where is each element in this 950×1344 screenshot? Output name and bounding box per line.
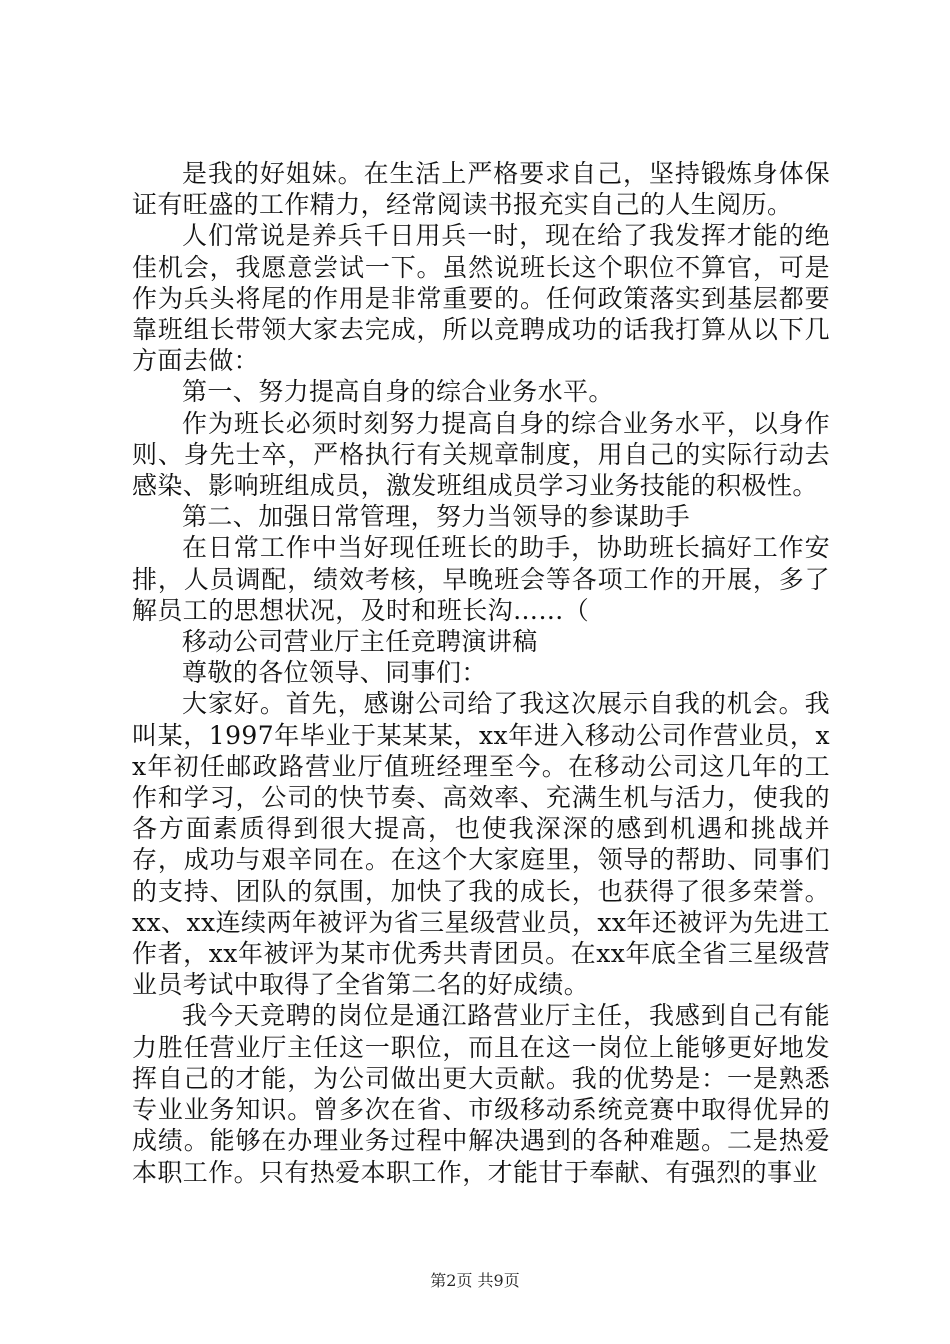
paragraph-second-detail: 在日常工作中当好现任班长的助手，协助班长搞好工作安排，人员调配，绩效考核，早晚班会等各项工作的开展，多了解员工的思想状况，及时和班长沟……（: [132, 533, 830, 625]
paragraph-position-advantages: 我今天竞聘的岗位是通江路营业厅主任，我感到自己有能力胜任营业厅主任这一职位，而且在这一岗位上能够更好地发挥自己的才能，为公司做出更大贡献。我的优势是：一是熟悉专业业务知识。曾多次在省、市级移动系统竞赛中取得优异的成绩。能够在办理业务过程中解决遇到的各种难题。二是热爱本职工作。只有热爱本职工作，才能甘于奉献、有强烈的事业: [132, 1001, 830, 1187]
section-heading-second: 第二、加强日常管理，努力当领导的参谋助手: [182, 502, 691, 532]
speech-title: 移动公司营业厅主任竞聘演讲稿: [182, 627, 538, 657]
paragraph-first-detail: 作为班长必须时刻努力提高自身的综合业务水平，以身作则、身先士卒，严格执行有关规章制度，用自己的实际行动去感染、影响班组成员，激发班组成员学习业务技能的积极性。: [132, 408, 830, 501]
section-heading-first: 第一、努力提高自身的综合业务水平。: [182, 377, 614, 407]
paragraph-intro: 人们常说是养兵千日用兵一时，现在给了我发挥才能的绝佳机会，我愿意尝试一下。虽然说班长这个职位不算官，可是作为兵头将尾的作用是非常重要的。任何政策落实到基层都要靠班组长带领大家去完成，所以竞聘成功的话我打算从以下几方面去做：: [132, 221, 830, 376]
paragraph-continuation: 是我的好姐妹。在生活上严格要求自己，坚持锻炼身体保证有旺盛的工作精力，经常阅读书报充实自己的人生阅历。: [132, 159, 830, 220]
document-body: [132, 158, 830, 1188]
page-number: 第2页 共9页: [430, 1271, 520, 1290]
paragraph-self-introduction: 大家好。首先，感谢公司给了我这次展示自我的机会。我叫某，1997年毕业于某某某，xx年进入移动公司作营业员，xx年初任邮政路营业厅值班经理至今。在移动公司这几年的工作和学习，公司的快节奏、高效率、充满生机与活力，使我的各方面素质得到很大提高，也使我深深的感到机遇和挑战并存，成功与艰辛同在。在这个大家庭里，领导的帮助、同事们的支持、团队的氛围，加快了我的成长，也获得了很多荣誉。xx、xx连续两年被评为省三星级营业员，xx年还被评为先进工作者，xx年被评为某市优秀共青团员。在xx年底全省三星级营业员考试中取得了全省第二名的好成绩。: [132, 689, 830, 1000]
salutation: 尊敬的各位领导、同事们：: [182, 658, 487, 688]
